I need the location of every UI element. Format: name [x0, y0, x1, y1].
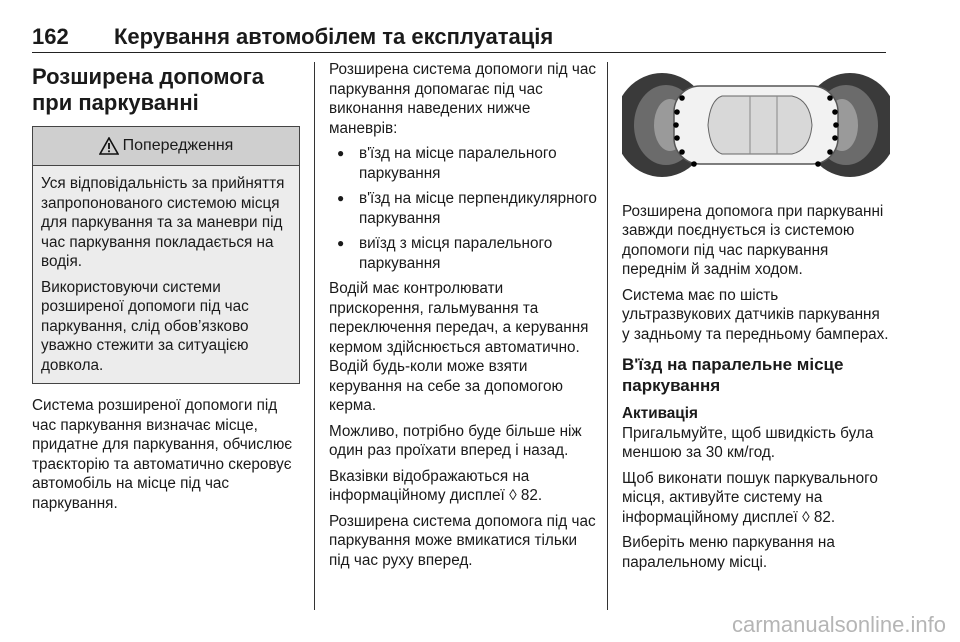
section-title: Розширена допомога при паркуванні — [32, 64, 265, 115]
column-divider — [607, 62, 608, 610]
page-reference[interactable]: 82. — [520, 487, 543, 504]
body-paragraph: Розширена допомога при паркуванні завжди поєднується із системою допомоги під час паркування переднім й заднім ходом. — [622, 202, 884, 278]
chapter-title: Керування автомобілем та експлуатація — [114, 24, 554, 49]
list-item: ● в'їзд на місце паралельного паркування — [329, 144, 597, 183]
warning-triangle-icon — [99, 137, 119, 155]
body-paragraph: Розширена система допомога під час паркування може вмикатися тільки під час руху вперед. — [329, 512, 596, 569]
column-divider — [314, 62, 315, 610]
column-right — [622, 60, 890, 578]
activation-label: Активація — [622, 405, 698, 422]
maneuver-list — [329, 144, 597, 273]
list-item: ● в'їзд на місце перпендикулярного паркування — [329, 189, 597, 228]
body-paragraph: Розширена система допомоги під час паркування допомагає під час виконання наведених нижче маневрів: — [329, 61, 596, 137]
body-paragraph: Можливо, потрібно буде більше ніж один раз проїхати вперед і назад. — [329, 422, 582, 459]
car-sensor-diagram — [622, 60, 890, 190]
body-paragraph: Водій має контролювати прискорення, гальмування та переключення передач, а керування кермом здійснюється автоматично. Водій будь-коли може взяти керування на себе за допомогою керма. — [329, 280, 589, 414]
page-reference-icon[interactable]: ◊ — [509, 487, 517, 504]
body-paragraph: Виберіть меню паркування на паралельному місці. — [622, 534, 835, 571]
warning-header — [33, 127, 299, 166]
body-paragraph: Система має по шість ультразвукових датчиків паркування у задньому та передньому бамперах. — [622, 286, 889, 343]
page-number: 162 — [32, 24, 69, 49]
page-header — [32, 22, 886, 53]
body-paragraph — [622, 469, 890, 528]
page-reference[interactable]: 82. — [813, 508, 836, 526]
subsection-title: В'їзд на паралельне місце паркування — [622, 355, 844, 395]
warning-body — [33, 166, 299, 383]
list-item: ● виїзд з місця паралельного паркування — [329, 234, 597, 273]
paragraph-text: Вказівки відображаються на інформаційному дисплеї — [329, 467, 530, 504]
warning-heading: Попередження — [122, 137, 234, 155]
warning-box — [32, 126, 300, 384]
body-paragraph: Система розширеної допомоги під час паркування визначає місце, придатне для паркування, обчислює траєкторію та автоматично скеровує автомобіль на місце під час паркування. — [32, 397, 293, 512]
paragraph-text: Щоб виконати пошук паркувального місця, активуйте систему на інформаційному дисплеї — [622, 469, 878, 526]
body-paragraph — [329, 467, 597, 506]
column-left — [32, 60, 300, 519]
warning-text: Уся відповідальність за прийняття запропонованого системою місця для паркування та за маневри під час паркування покладається на водія. — [41, 175, 285, 270]
column-middle — [329, 60, 597, 576]
watermark: carmanualsonline.info — [731, 612, 946, 637]
page-reference-icon[interactable]: ◊ — [802, 508, 810, 526]
body-paragraph: Пригальмуйте, щоб швидкість була меншою за 30 км/год. — [622, 424, 874, 461]
warning-text: Використовуючи системи розширеної допомоги під час паркування, слід обов’язково уважно стежити за ситуацією довкола. — [41, 278, 249, 374]
